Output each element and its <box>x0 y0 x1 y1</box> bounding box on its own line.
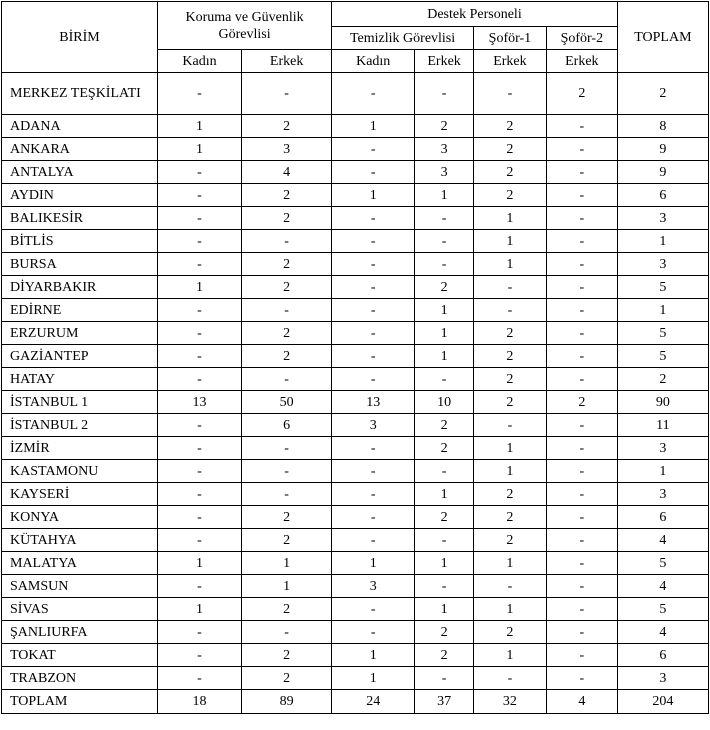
value-cell: - <box>242 483 332 506</box>
value-cell: - <box>332 483 415 506</box>
value-cell: 2 <box>415 276 474 299</box>
value-cell: 2 <box>415 621 474 644</box>
row-label: ADANA <box>2 115 158 138</box>
value-cell: - <box>546 322 617 345</box>
table-row <box>2 460 709 483</box>
value-cell: - <box>157 667 241 690</box>
value-cell: 2 <box>415 644 474 667</box>
value-cell: 2 <box>415 506 474 529</box>
row-total-cell: 2 <box>617 73 708 115</box>
row-label: ANTALYA <box>2 161 158 184</box>
value-cell: - <box>157 253 241 276</box>
row-total-cell: 5 <box>617 276 708 299</box>
value-cell: - <box>546 115 617 138</box>
table-row <box>2 483 709 506</box>
value-cell: - <box>546 230 617 253</box>
value-cell: 2 <box>473 621 546 644</box>
table-row <box>2 414 709 437</box>
value-cell: - <box>546 575 617 598</box>
header-toplam: TOPLAM <box>617 2 708 73</box>
value-cell: 1 <box>415 483 474 506</box>
value-cell: 1 <box>242 552 332 575</box>
row-label: MALATYA <box>2 552 158 575</box>
value-cell: - <box>242 368 332 391</box>
table-row <box>2 598 709 621</box>
value-cell: - <box>157 207 241 230</box>
value-cell: - <box>332 299 415 322</box>
value-cell: 2 <box>473 529 546 552</box>
value-cell: 32 <box>473 690 546 714</box>
row-label: İSTANBUL 1 <box>2 391 158 414</box>
value-cell: - <box>157 73 241 115</box>
value-cell: 2 <box>473 161 546 184</box>
table-row <box>2 506 709 529</box>
table-row <box>2 161 709 184</box>
value-cell: - <box>157 621 241 644</box>
value-cell: 2 <box>415 414 474 437</box>
row-label: SAMSUN <box>2 575 158 598</box>
value-cell: 1 <box>473 552 546 575</box>
value-cell: - <box>546 460 617 483</box>
header-temizlik: Temizlik Görevlisi <box>332 27 474 50</box>
row-total-cell: 11 <box>617 414 708 437</box>
value-cell: - <box>332 161 415 184</box>
value-cell: - <box>157 575 241 598</box>
value-cell: - <box>157 345 241 368</box>
value-cell: - <box>157 161 241 184</box>
value-cell: 2 <box>473 506 546 529</box>
row-total-cell: 8 <box>617 115 708 138</box>
value-cell: 1 <box>157 115 241 138</box>
value-cell: - <box>473 276 546 299</box>
table-row <box>2 207 709 230</box>
row-label: ŞANLIURFA <box>2 621 158 644</box>
row-total-cell: 6 <box>617 506 708 529</box>
value-cell: 2 <box>242 345 332 368</box>
value-cell: 3 <box>415 161 474 184</box>
value-cell: 1 <box>473 207 546 230</box>
row-label: MERKEZ TEŞKİLATI <box>2 73 158 115</box>
value-cell: 2 <box>242 184 332 207</box>
value-cell: 2 <box>473 483 546 506</box>
row-total-cell: 9 <box>617 161 708 184</box>
value-cell: 1 <box>415 184 474 207</box>
value-cell: 1 <box>157 552 241 575</box>
value-cell: - <box>473 575 546 598</box>
value-cell: 2 <box>546 391 617 414</box>
value-cell: 50 <box>242 391 332 414</box>
row-label: ERZURUM <box>2 322 158 345</box>
value-cell: - <box>332 276 415 299</box>
table-row <box>2 322 709 345</box>
header-birim: BİRİM <box>2 2 158 73</box>
value-cell: - <box>473 73 546 115</box>
value-cell: - <box>332 207 415 230</box>
value-cell: - <box>546 437 617 460</box>
value-cell: 2 <box>415 115 474 138</box>
value-cell: - <box>546 414 617 437</box>
value-cell: - <box>415 529 474 552</box>
value-cell: - <box>332 368 415 391</box>
row-total-cell: 4 <box>617 529 708 552</box>
value-cell: - <box>242 299 332 322</box>
value-cell: - <box>415 460 474 483</box>
value-cell: - <box>332 322 415 345</box>
value-cell: - <box>546 529 617 552</box>
value-cell: - <box>332 230 415 253</box>
value-cell: - <box>546 552 617 575</box>
value-cell: 1 <box>415 598 474 621</box>
row-label: ANKARA <box>2 138 158 161</box>
row-total-cell: 9 <box>617 138 708 161</box>
total-row <box>2 690 709 714</box>
row-total-cell: 5 <box>617 322 708 345</box>
row-total-cell: 1 <box>617 230 708 253</box>
table-row <box>2 529 709 552</box>
row-total-cell: 3 <box>617 253 708 276</box>
row-total-cell: 5 <box>617 552 708 575</box>
value-cell: - <box>332 345 415 368</box>
table-row <box>2 115 709 138</box>
row-total-cell: 204 <box>617 690 708 714</box>
value-cell: 1 <box>415 552 474 575</box>
value-cell: 2 <box>242 253 332 276</box>
value-cell: - <box>546 184 617 207</box>
row-label: BALIKESİR <box>2 207 158 230</box>
value-cell: 1 <box>157 276 241 299</box>
value-cell: - <box>157 483 241 506</box>
value-cell: - <box>242 73 332 115</box>
table-row <box>2 73 709 115</box>
value-cell: - <box>546 345 617 368</box>
row-label: İZMİR <box>2 437 158 460</box>
value-cell: - <box>332 529 415 552</box>
value-cell: - <box>415 368 474 391</box>
value-cell: - <box>415 253 474 276</box>
value-cell: 2 <box>473 391 546 414</box>
value-cell: 1 <box>473 253 546 276</box>
header-destek-personeli: Destek Personeli <box>332 2 618 27</box>
value-cell: 2 <box>242 322 332 345</box>
row-total-cell: 4 <box>617 575 708 598</box>
header-sofor-2: Şoför-2 <box>546 27 617 50</box>
header-kadin: Kadın <box>332 50 415 73</box>
row-label: BURSA <box>2 253 158 276</box>
value-cell: - <box>473 299 546 322</box>
row-total-cell: 3 <box>617 483 708 506</box>
value-cell: 2 <box>473 138 546 161</box>
value-cell: - <box>157 230 241 253</box>
row-total-cell: 6 <box>617 644 708 667</box>
value-cell: - <box>157 184 241 207</box>
value-cell: 1 <box>157 138 241 161</box>
value-cell: - <box>415 207 474 230</box>
table-row <box>2 276 709 299</box>
value-cell: 1 <box>415 345 474 368</box>
value-cell: - <box>415 230 474 253</box>
row-label: KASTAMONU <box>2 460 158 483</box>
value-cell: - <box>157 460 241 483</box>
value-cell: - <box>546 667 617 690</box>
header-kadin: Kadın <box>157 50 241 73</box>
row-label: KONYA <box>2 506 158 529</box>
value-cell: 24 <box>332 690 415 714</box>
table-row <box>2 230 709 253</box>
header-koruma-guvenlik: Koruma ve Güvenlik Görevlisi <box>157 2 331 50</box>
value-cell: - <box>332 621 415 644</box>
row-label: DİYARBAKIR <box>2 276 158 299</box>
value-cell: - <box>157 299 241 322</box>
value-cell: 10 <box>415 391 474 414</box>
value-cell: - <box>332 460 415 483</box>
value-cell: - <box>332 138 415 161</box>
value-cell: 2 <box>242 207 332 230</box>
value-cell: 2 <box>242 506 332 529</box>
value-cell: 1 <box>157 598 241 621</box>
row-total-cell: 6 <box>617 184 708 207</box>
table-row <box>2 345 709 368</box>
value-cell: 6 <box>242 414 332 437</box>
value-cell: 2 <box>242 667 332 690</box>
header-erkek: Erkek <box>415 50 474 73</box>
value-cell: 3 <box>332 575 415 598</box>
value-cell: - <box>546 506 617 529</box>
value-cell: 3 <box>332 414 415 437</box>
row-label: TOKAT <box>2 644 158 667</box>
value-cell: - <box>157 368 241 391</box>
value-cell: 1 <box>473 598 546 621</box>
value-cell: - <box>546 483 617 506</box>
row-total-cell: 2 <box>617 368 708 391</box>
value-cell: 1 <box>332 667 415 690</box>
value-cell: 1 <box>473 230 546 253</box>
value-cell: - <box>157 506 241 529</box>
table-row <box>2 299 709 322</box>
value-cell: 2 <box>473 115 546 138</box>
row-label: SİVAS <box>2 598 158 621</box>
value-cell: - <box>332 437 415 460</box>
table-row <box>2 391 709 414</box>
value-cell: - <box>546 621 617 644</box>
value-cell: - <box>473 667 546 690</box>
row-total-cell: 1 <box>617 299 708 322</box>
value-cell: 2 <box>242 115 332 138</box>
value-cell: 1 <box>332 184 415 207</box>
row-label: HATAY <box>2 368 158 391</box>
table-body <box>2 73 709 714</box>
row-label: KAYSERİ <box>2 483 158 506</box>
value-cell: - <box>332 506 415 529</box>
row-total-cell: 4 <box>617 621 708 644</box>
value-cell: 89 <box>242 690 332 714</box>
value-cell: - <box>473 414 546 437</box>
value-cell: - <box>332 253 415 276</box>
value-cell: 2 <box>242 276 332 299</box>
row-total-cell: 5 <box>617 598 708 621</box>
table-row <box>2 138 709 161</box>
row-label: GAZİANTEP <box>2 345 158 368</box>
value-cell: 1 <box>473 460 546 483</box>
row-label: KÜTAHYA <box>2 529 158 552</box>
value-cell: - <box>242 621 332 644</box>
staff-distribution-table <box>1 1 709 714</box>
table-row <box>2 644 709 667</box>
value-cell: - <box>546 253 617 276</box>
value-cell: 2 <box>473 345 546 368</box>
value-cell: 2 <box>473 368 546 391</box>
value-cell: - <box>157 322 241 345</box>
value-cell: - <box>242 460 332 483</box>
value-cell: - <box>332 73 415 115</box>
value-cell: 3 <box>242 138 332 161</box>
value-cell: - <box>546 299 617 322</box>
value-cell: - <box>332 598 415 621</box>
value-cell: 18 <box>157 690 241 714</box>
row-total-cell: 5 <box>617 345 708 368</box>
value-cell: - <box>546 598 617 621</box>
table-row <box>2 184 709 207</box>
header-sofor-1: Şoför-1 <box>473 27 546 50</box>
header-erkek: Erkek <box>242 50 332 73</box>
row-label: İSTANBUL 2 <box>2 414 158 437</box>
value-cell: 2 <box>415 437 474 460</box>
row-label: TOPLAM <box>2 690 158 714</box>
value-cell: 3 <box>415 138 474 161</box>
table-row <box>2 621 709 644</box>
value-cell: 1 <box>332 552 415 575</box>
value-cell: - <box>546 207 617 230</box>
header-erkek: Erkek <box>546 50 617 73</box>
row-label: TRABZON <box>2 667 158 690</box>
value-cell: - <box>415 575 474 598</box>
value-cell: 13 <box>332 391 415 414</box>
value-cell: - <box>242 437 332 460</box>
row-total-cell: 3 <box>617 437 708 460</box>
value-cell: - <box>157 414 241 437</box>
value-cell: - <box>415 73 474 115</box>
table-row <box>2 437 709 460</box>
value-cell: 4 <box>242 161 332 184</box>
value-cell: 37 <box>415 690 474 714</box>
value-cell: - <box>157 437 241 460</box>
table-row <box>2 253 709 276</box>
value-cell: 1 <box>473 644 546 667</box>
value-cell: 2 <box>473 184 546 207</box>
row-label: BİTLİS <box>2 230 158 253</box>
value-cell: - <box>242 230 332 253</box>
row-total-cell: 3 <box>617 667 708 690</box>
value-cell: 2 <box>546 73 617 115</box>
value-cell: - <box>546 138 617 161</box>
value-cell: 2 <box>242 644 332 667</box>
value-cell: 1 <box>415 299 474 322</box>
value-cell: 2 <box>473 322 546 345</box>
value-cell: 1 <box>332 115 415 138</box>
table-row <box>2 575 709 598</box>
value-cell: 1 <box>473 437 546 460</box>
table-row <box>2 667 709 690</box>
row-total-cell: 90 <box>617 391 708 414</box>
value-cell: 1 <box>415 322 474 345</box>
value-cell: - <box>546 161 617 184</box>
table-row <box>2 552 709 575</box>
value-cell: - <box>157 529 241 552</box>
value-cell: - <box>157 644 241 667</box>
row-total-cell: 1 <box>617 460 708 483</box>
value-cell: 1 <box>332 644 415 667</box>
value-cell: 2 <box>242 529 332 552</box>
value-cell: 2 <box>242 598 332 621</box>
value-cell: - <box>546 368 617 391</box>
header-erkek: Erkek <box>473 50 546 73</box>
value-cell: - <box>415 667 474 690</box>
table-row <box>2 368 709 391</box>
value-cell: 4 <box>546 690 617 714</box>
value-cell: - <box>546 644 617 667</box>
value-cell: - <box>546 276 617 299</box>
row-label: EDİRNE <box>2 299 158 322</box>
value-cell: 1 <box>242 575 332 598</box>
row-label: AYDIN <box>2 184 158 207</box>
value-cell: 13 <box>157 391 241 414</box>
row-total-cell: 3 <box>617 207 708 230</box>
